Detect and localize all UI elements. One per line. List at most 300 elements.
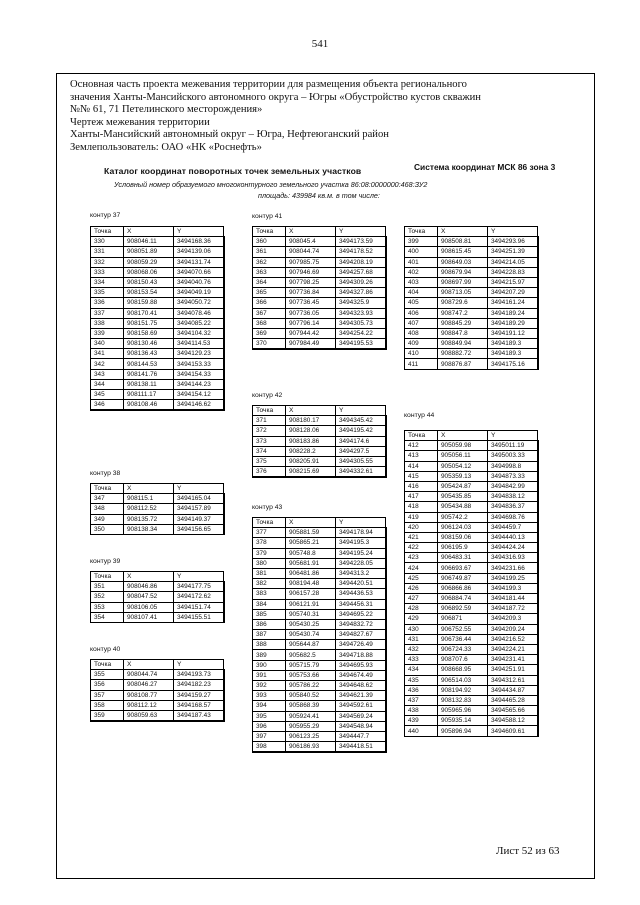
x-cell: 908138.34 bbox=[124, 524, 174, 534]
y-cell: 3494199.3 bbox=[488, 583, 538, 593]
point-cell: 394 bbox=[253, 701, 286, 711]
x-cell: 906124.03 bbox=[438, 522, 488, 532]
y-cell: 3494146.62 bbox=[174, 400, 224, 410]
table-header-row bbox=[91, 660, 224, 670]
y-cell: 3494440.13 bbox=[488, 532, 538, 542]
point-cell: 401 bbox=[405, 257, 438, 267]
point-cell: 418 bbox=[405, 502, 438, 512]
point-column-header: Точка bbox=[91, 572, 124, 582]
table-row bbox=[253, 237, 386, 247]
table-row bbox=[91, 369, 224, 379]
table-row bbox=[405, 543, 538, 553]
table-row bbox=[91, 267, 224, 277]
x-cell: 908747.2 bbox=[438, 308, 488, 318]
y-column-header: Y bbox=[336, 518, 386, 528]
table-row bbox=[253, 640, 386, 650]
table-row bbox=[253, 670, 386, 680]
x-cell: 905955.29 bbox=[286, 721, 336, 731]
coordinate-system-title: Система координат МСК 86 зона 3 bbox=[414, 162, 556, 172]
point-cell: 428 bbox=[405, 604, 438, 614]
x-cell: 906483.31 bbox=[438, 553, 488, 563]
point-cell: 404 bbox=[405, 288, 438, 298]
y-cell: 3494251.91 bbox=[488, 665, 538, 675]
y-cell: 3494424.24 bbox=[488, 543, 538, 553]
x-cell: 908649.03 bbox=[438, 257, 488, 267]
x-cell: 908051.89 bbox=[124, 247, 174, 257]
x-cell: 908046.86 bbox=[124, 582, 174, 592]
x-cell: 907736.45 bbox=[286, 298, 336, 308]
y-cell: 3494189.29 bbox=[488, 318, 538, 328]
y-cell: 3494040.76 bbox=[174, 277, 224, 287]
table-row bbox=[91, 592, 224, 602]
y-cell: 3494842.99 bbox=[488, 481, 538, 491]
table-row bbox=[405, 532, 538, 542]
point-cell: 346 bbox=[91, 400, 124, 410]
y-cell: 3494838.12 bbox=[488, 492, 538, 502]
point-cell: 336 bbox=[91, 298, 124, 308]
x-cell: 908108.77 bbox=[124, 690, 174, 700]
y-cell: 3494827.67 bbox=[336, 630, 386, 640]
point-cell: 406 bbox=[405, 308, 438, 318]
point-cell: 370 bbox=[253, 339, 286, 349]
y-cell: 3494085.22 bbox=[174, 318, 224, 328]
x-cell: 908045.4 bbox=[286, 237, 336, 247]
table-row bbox=[253, 257, 386, 267]
point-cell: 361 bbox=[253, 247, 286, 257]
x-cell: 908111.17 bbox=[124, 390, 174, 400]
y-cell: 3494297.5 bbox=[336, 446, 386, 456]
x-cell: 908112.52 bbox=[124, 504, 174, 514]
table-row bbox=[253, 328, 386, 338]
table-row bbox=[253, 599, 386, 609]
header-line: Ханты-Мансийский автономный округ – Югра, Нефтеюганский район bbox=[70, 129, 389, 141]
point-cell: 414 bbox=[405, 461, 438, 471]
y-cell: 3494345.42 bbox=[336, 416, 386, 426]
point-cell: 425 bbox=[405, 573, 438, 583]
y-cell: 3494447.7 bbox=[336, 731, 386, 741]
point-cell: 357 bbox=[91, 690, 124, 700]
x-cell: 906892.59 bbox=[438, 604, 488, 614]
point-cell: 330 bbox=[91, 237, 124, 247]
y-cell: 3494316.93 bbox=[488, 553, 538, 563]
point-cell: 383 bbox=[253, 589, 286, 599]
point-cell: 335 bbox=[91, 288, 124, 298]
point-cell: 400 bbox=[405, 247, 438, 257]
y-cell: 3494195.24 bbox=[336, 548, 386, 558]
y-cell: 3494195.53 bbox=[336, 339, 386, 349]
x-cell: 908047.52 bbox=[124, 592, 174, 602]
point-cell: 392 bbox=[253, 681, 286, 691]
point-cell: 347 bbox=[91, 494, 124, 504]
x-cell: 908713.05 bbox=[438, 288, 488, 298]
x-cell: 908141.76 bbox=[124, 369, 174, 379]
point-column-header: Точка bbox=[253, 406, 286, 416]
y-cell: 3494327.86 bbox=[336, 288, 386, 298]
table-row bbox=[91, 247, 224, 257]
point-cell: 381 bbox=[253, 568, 286, 578]
y-column-header: Y bbox=[336, 406, 386, 416]
point-cell: 393 bbox=[253, 691, 286, 701]
point-cell: 356 bbox=[91, 680, 124, 690]
table-row bbox=[253, 589, 386, 599]
y-cell: 3494157.89 bbox=[174, 504, 224, 514]
contour-44-label: контур 44 bbox=[404, 412, 435, 419]
x-cell: 906157.28 bbox=[286, 589, 336, 599]
x-cell: 908107.41 bbox=[124, 612, 174, 622]
y-cell: 3494228.05 bbox=[336, 558, 386, 568]
y-cell: 3494592.61 bbox=[336, 701, 386, 711]
x-column-header: X bbox=[286, 227, 336, 237]
point-cell: 355 bbox=[91, 670, 124, 680]
table-row bbox=[405, 318, 538, 328]
point-cell: 363 bbox=[253, 267, 286, 277]
x-cell: 905054.12 bbox=[438, 461, 488, 471]
x-cell: 907736.84 bbox=[286, 288, 336, 298]
x-cell: 907985.75 bbox=[286, 257, 336, 267]
y-cell: 3494161.24 bbox=[488, 298, 538, 308]
point-cell: 358 bbox=[91, 700, 124, 710]
y-cell: 3494174.6 bbox=[336, 436, 386, 446]
table-row bbox=[91, 308, 224, 318]
table-row bbox=[91, 700, 224, 710]
x-cell: 905748.8 bbox=[286, 548, 336, 558]
y-cell: 3494325.9 bbox=[336, 298, 386, 308]
table-row bbox=[91, 494, 224, 504]
table-row bbox=[91, 690, 224, 700]
x-cell: 908849.94 bbox=[438, 339, 488, 349]
x-cell: 906195.9 bbox=[438, 543, 488, 553]
point-cell: 417 bbox=[405, 492, 438, 502]
table-row bbox=[253, 558, 386, 568]
contour-39-label: контур 39 bbox=[90, 558, 121, 565]
point-cell: 373 bbox=[253, 436, 286, 446]
x-cell: 908112.12 bbox=[124, 700, 174, 710]
table-row bbox=[91, 524, 224, 534]
table-row bbox=[405, 461, 538, 471]
point-cell: 367 bbox=[253, 308, 286, 318]
x-cell: 905059.98 bbox=[438, 441, 488, 451]
table-row bbox=[253, 701, 386, 711]
y-cell: 3494155.51 bbox=[174, 612, 224, 622]
y-cell: 3494695.22 bbox=[336, 609, 386, 619]
point-cell: 380 bbox=[253, 558, 286, 568]
y-cell: 3494231.41 bbox=[488, 655, 538, 665]
table-row bbox=[253, 308, 386, 318]
table-row bbox=[405, 716, 538, 726]
x-cell: 908046.11 bbox=[124, 237, 174, 247]
y-cell: 3494178.52 bbox=[336, 247, 386, 257]
contour-42-table bbox=[252, 405, 386, 477]
point-cell: 427 bbox=[405, 594, 438, 604]
y-cell: 3494565.66 bbox=[488, 706, 538, 716]
table-row bbox=[253, 548, 386, 558]
table-row bbox=[405, 706, 538, 716]
point-cell: 353 bbox=[91, 602, 124, 612]
x-cell: 908059.63 bbox=[124, 710, 174, 720]
point-cell: 377 bbox=[253, 528, 286, 538]
y-cell: 3494998.8 bbox=[488, 461, 538, 471]
point-cell: 430 bbox=[405, 624, 438, 634]
table-row bbox=[253, 339, 386, 349]
point-cell: 342 bbox=[91, 359, 124, 369]
y-cell: 3494436.53 bbox=[336, 589, 386, 599]
table-row bbox=[405, 695, 538, 705]
document-header bbox=[70, 79, 580, 155]
table-header-row bbox=[253, 227, 386, 237]
header-line: Основная часть проекта межевания территории для размещения объекта регионального bbox=[70, 79, 467, 90]
y-cell: 3494177.75 bbox=[174, 582, 224, 592]
point-cell: 434 bbox=[405, 665, 438, 675]
table-row bbox=[405, 339, 538, 349]
y-cell: 3494189.24 bbox=[488, 308, 538, 318]
x-cell: 908180.17 bbox=[286, 416, 336, 426]
x-cell: 908159.88 bbox=[124, 298, 174, 308]
header-line: значения Ханты-Мансийского автономного округа – Югры «Обустройство кустов скважин bbox=[70, 91, 481, 103]
table-row bbox=[91, 237, 224, 247]
x-cell: 905424.87 bbox=[438, 481, 488, 491]
y-cell: 3494187.72 bbox=[488, 604, 538, 614]
x-cell: 908876.87 bbox=[438, 359, 488, 369]
point-cell: 332 bbox=[91, 257, 124, 267]
y-cell: 3494293.96 bbox=[488, 237, 538, 247]
y-cell: 3494257.68 bbox=[336, 267, 386, 277]
contour-37-label: контур 37 bbox=[90, 212, 121, 219]
y-cell: 3494131.74 bbox=[174, 257, 224, 267]
x-cell: 908508.81 bbox=[438, 237, 488, 247]
table-row bbox=[405, 726, 538, 736]
y-cell: 3494588.12 bbox=[488, 716, 538, 726]
x-cell: 906884.74 bbox=[438, 594, 488, 604]
table-row bbox=[91, 400, 224, 410]
x-cell: 906693.67 bbox=[438, 563, 488, 573]
x-column-header: X bbox=[124, 484, 174, 494]
table-row bbox=[253, 247, 386, 257]
table-header-row bbox=[405, 431, 538, 441]
table-row bbox=[253, 456, 386, 466]
table-row bbox=[91, 602, 224, 612]
table-row bbox=[253, 630, 386, 640]
y-cell: 3494718.88 bbox=[336, 650, 386, 660]
y-cell: 3494309.26 bbox=[336, 277, 386, 287]
y-cell: 3494189.3 bbox=[488, 339, 538, 349]
contour-42-label: контур 42 bbox=[252, 392, 283, 399]
table-row bbox=[253, 298, 386, 308]
y-cell: 3495011.19 bbox=[488, 441, 538, 451]
y-cell: 3494078.46 bbox=[174, 308, 224, 318]
x-cell: 908215.69 bbox=[286, 467, 336, 477]
table-row bbox=[405, 553, 538, 563]
y-cell: 3494182.23 bbox=[174, 680, 224, 690]
contour-41-label: контур 41 bbox=[252, 213, 283, 220]
table-row bbox=[405, 471, 538, 481]
table-row bbox=[253, 731, 386, 741]
point-cell: 351 bbox=[91, 582, 124, 592]
point-cell: 412 bbox=[405, 441, 438, 451]
x-column-header: X bbox=[438, 431, 488, 441]
x-cell: 905056.11 bbox=[438, 451, 488, 461]
y-cell: 3494070.66 bbox=[174, 267, 224, 277]
table-header-row bbox=[91, 484, 224, 494]
table-row bbox=[405, 644, 538, 654]
y-cell: 3494209.24 bbox=[488, 624, 538, 634]
x-cell: 907944.42 bbox=[286, 328, 336, 338]
table-row bbox=[91, 277, 224, 287]
y-cell: 3494144.23 bbox=[174, 379, 224, 389]
point-cell: 345 bbox=[91, 390, 124, 400]
contour-41-table bbox=[252, 226, 386, 349]
x-cell: 908707.6 bbox=[438, 655, 488, 665]
y-cell: 3494698.76 bbox=[488, 512, 538, 522]
table-row bbox=[405, 237, 538, 247]
point-cell: 439 bbox=[405, 716, 438, 726]
y-cell: 3494231.66 bbox=[488, 563, 538, 573]
x-cell: 908135.72 bbox=[124, 514, 174, 524]
point-cell: 411 bbox=[405, 359, 438, 369]
point-cell: 371 bbox=[253, 416, 286, 426]
point-cell: 389 bbox=[253, 650, 286, 660]
point-cell: 410 bbox=[405, 349, 438, 359]
x-cell: 905682.5 bbox=[286, 650, 336, 660]
y-cell: 3494156.65 bbox=[174, 524, 224, 534]
point-cell: 438 bbox=[405, 706, 438, 716]
table-row bbox=[91, 582, 224, 592]
y-cell: 3494621.39 bbox=[336, 691, 386, 701]
table-row bbox=[253, 568, 386, 578]
x-cell: 908205.91 bbox=[286, 456, 336, 466]
table-row bbox=[253, 619, 386, 629]
point-cell: 369 bbox=[253, 328, 286, 338]
x-cell: 908697.99 bbox=[438, 277, 488, 287]
table-row bbox=[405, 257, 538, 267]
table-row bbox=[405, 288, 538, 298]
y-cell: 3494695.93 bbox=[336, 660, 386, 670]
table-row bbox=[405, 349, 538, 359]
header-line: Чертеж межевания территории bbox=[70, 116, 210, 128]
point-cell: 385 bbox=[253, 609, 286, 619]
table-row bbox=[253, 467, 386, 477]
point-column-header: Точка bbox=[91, 227, 124, 237]
y-column-header: Y bbox=[488, 227, 538, 237]
table-row bbox=[405, 614, 538, 624]
table-header-row bbox=[405, 227, 538, 237]
x-cell: 905644.87 bbox=[286, 640, 336, 650]
y-cell: 3494609.61 bbox=[488, 726, 538, 736]
point-cell: 339 bbox=[91, 328, 124, 338]
y-cell: 3494195.42 bbox=[336, 426, 386, 436]
x-column-header: X bbox=[124, 572, 174, 582]
y-cell: 3494312.61 bbox=[488, 675, 538, 685]
x-cell: 905715.79 bbox=[286, 660, 336, 670]
parcel-condition-number: Условный номер образуемого многоконтурного земельного участка 86:08:0000000:468:ЗУ2 bbox=[114, 180, 428, 189]
point-cell: 372 bbox=[253, 426, 286, 436]
point-cell: 413 bbox=[405, 451, 438, 461]
x-cell: 905742.2 bbox=[438, 512, 488, 522]
x-cell: 908108.46 bbox=[124, 400, 174, 410]
x-cell: 907796.14 bbox=[286, 318, 336, 328]
y-cell: 3494214.05 bbox=[488, 257, 538, 267]
y-cell: 3494459.7 bbox=[488, 522, 538, 532]
point-column-header: Точка bbox=[253, 227, 286, 237]
table-row bbox=[253, 318, 386, 328]
y-cell: 3494193.73 bbox=[174, 670, 224, 680]
y-cell: 3494191.12 bbox=[488, 328, 538, 338]
point-cell: 399 bbox=[405, 237, 438, 247]
table-row bbox=[253, 681, 386, 691]
point-cell: 424 bbox=[405, 563, 438, 573]
x-column-header: X bbox=[124, 660, 174, 670]
y-column-header: Y bbox=[174, 484, 224, 494]
y-cell: 3494175.16 bbox=[488, 359, 538, 369]
point-cell: 398 bbox=[253, 742, 286, 752]
y-cell: 3494434.87 bbox=[488, 685, 538, 695]
contour-37-table bbox=[90, 226, 224, 410]
x-cell: 905935.14 bbox=[438, 716, 488, 726]
x-cell: 908132.83 bbox=[438, 695, 488, 705]
y-cell: 3494313.2 bbox=[336, 568, 386, 578]
y-cell: 3494172.62 bbox=[174, 592, 224, 602]
table-row bbox=[91, 298, 224, 308]
point-cell: 382 bbox=[253, 579, 286, 589]
table-row bbox=[405, 328, 538, 338]
x-cell: 908044.74 bbox=[286, 247, 336, 257]
x-cell: 906866.86 bbox=[438, 583, 488, 593]
x-cell: 905786.22 bbox=[286, 681, 336, 691]
table-row bbox=[91, 359, 224, 369]
point-cell: 436 bbox=[405, 685, 438, 695]
header-line: №№ 61, 71 Петелинского месторождения» bbox=[70, 104, 263, 116]
point-cell: 437 bbox=[405, 695, 438, 705]
table-row bbox=[91, 680, 224, 690]
x-cell: 905840.52 bbox=[286, 691, 336, 701]
y-cell: 3494049.19 bbox=[174, 288, 224, 298]
table-row bbox=[253, 609, 386, 619]
point-cell: 409 bbox=[405, 339, 438, 349]
contour-43-label: контур 43 bbox=[252, 504, 283, 511]
x-cell: 908158.69 bbox=[124, 328, 174, 338]
point-cell: 344 bbox=[91, 379, 124, 389]
point-cell: 364 bbox=[253, 277, 286, 287]
table-header-row bbox=[91, 227, 224, 237]
y-column-header: Y bbox=[174, 572, 224, 582]
table-row bbox=[91, 710, 224, 720]
y-cell: 3494199.25 bbox=[488, 573, 538, 583]
y-cell: 3494648.62 bbox=[336, 681, 386, 691]
table-row bbox=[253, 711, 386, 721]
table-row bbox=[405, 583, 538, 593]
x-cell: 906514.03 bbox=[438, 675, 488, 685]
x-cell: 908068.06 bbox=[124, 267, 174, 277]
x-cell: 905359.13 bbox=[438, 471, 488, 481]
point-cell: 407 bbox=[405, 318, 438, 328]
point-cell: 386 bbox=[253, 619, 286, 629]
contour-40-label: контур 40 bbox=[90, 646, 121, 653]
contour-40-table bbox=[90, 659, 224, 721]
x-cell: 908150.43 bbox=[124, 277, 174, 287]
table-row bbox=[91, 670, 224, 680]
x-cell: 907798.25 bbox=[286, 277, 336, 287]
x-cell: 908882.72 bbox=[438, 349, 488, 359]
table-row bbox=[91, 257, 224, 267]
table-row bbox=[405, 634, 538, 644]
table-header-row bbox=[253, 518, 386, 528]
y-cell: 3494139.06 bbox=[174, 247, 224, 257]
y-cell: 3494114.53 bbox=[174, 339, 224, 349]
catalog-title: Каталог координат поворотных точек земельных участков bbox=[104, 166, 362, 176]
table-row bbox=[253, 742, 386, 752]
point-cell: 419 bbox=[405, 512, 438, 522]
x-cell: 908153.54 bbox=[124, 288, 174, 298]
header-line: Землепользователь: ОАО «НК «Роснефть» bbox=[70, 141, 262, 153]
